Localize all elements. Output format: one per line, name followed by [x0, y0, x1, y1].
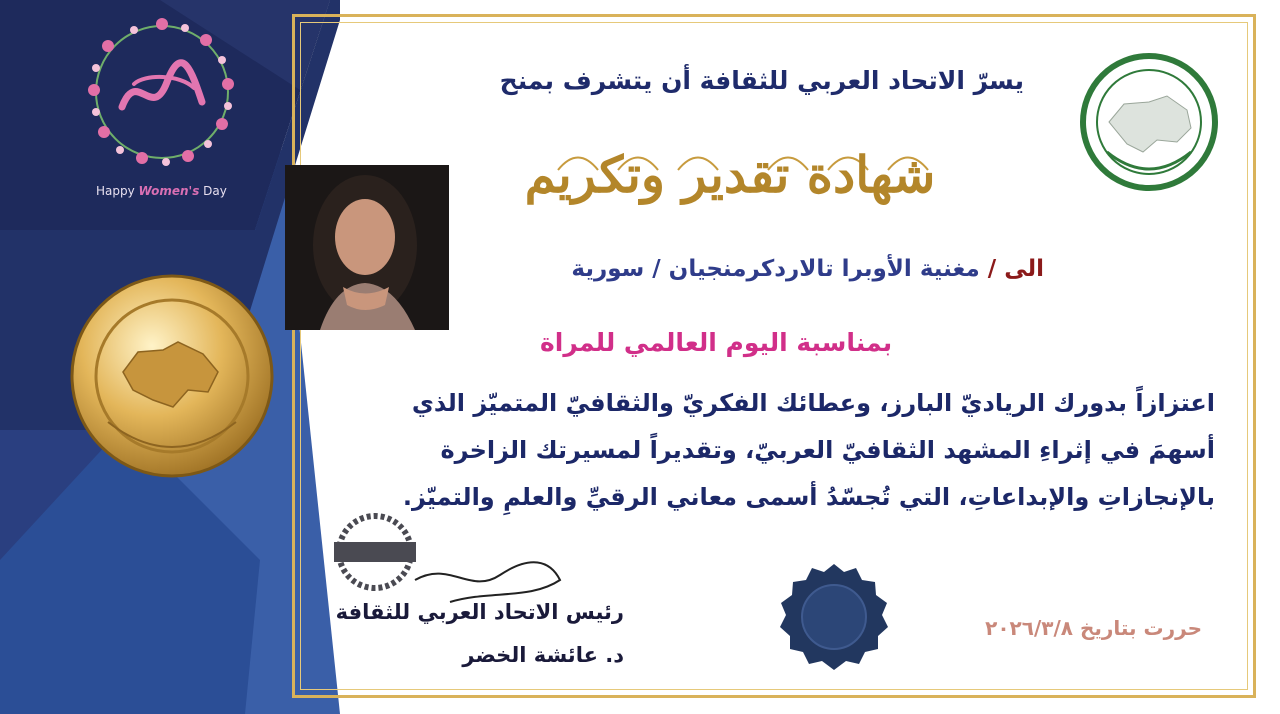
womens-day-prefix: Happy	[96, 184, 139, 198]
recipient-name: مغنية الأوبرا تالاردكرمنجيان / سورية	[571, 256, 980, 282]
signatory-name: د. عائشة الخضر	[462, 643, 624, 667]
womens-day-suffix: Day	[199, 184, 227, 198]
gold-medal-emblem	[68, 272, 276, 480]
certificate-body	[285, 380, 1215, 521]
womens-day-caption	[96, 184, 227, 198]
signatory-title: رئيس الاتحاد العربي للثقافة	[335, 600, 624, 624]
flower-wreath-icon	[82, 12, 242, 172]
arab-union-logo-icon	[1079, 52, 1219, 192]
recipient-line	[571, 256, 1044, 282]
womens-day-highlight: Women's	[138, 184, 200, 198]
official-stamp-icon	[330, 512, 420, 592]
recipient-photo	[285, 165, 449, 330]
occasion-text: بمناسبة اليوم العالمي للمراة	[540, 328, 893, 357]
issue-date: حررت بتاريخ ٢٠٢٦/٣/٨	[985, 616, 1202, 640]
body-line-2: أسهمَ في إثراءِ المشهد الثقافيّ العربيّ، وتقديراً لمسيرتك الزاخرة	[440, 436, 1215, 464]
wax-seal-icon	[776, 560, 892, 676]
recipient-prefix: الى /	[987, 256, 1044, 282]
certificate-title: شهادة تقدير وتكريم	[524, 145, 936, 204]
body-line-3: بالإنجازاتِ والإبداعاتِ، التي تُجسّدُ أسمى معاني الرقيِّ والعلمِ والتميّز.	[402, 483, 1215, 511]
body-line-1: اعتزازاً بدورك الرياديّ البارز، وعطائك الفكريّ والثقافيّ المتميّز الذي	[411, 389, 1215, 417]
certificate-header: يسرّ الاتحاد العربي للثقافة أن يتشرف بمنح	[499, 66, 1024, 95]
